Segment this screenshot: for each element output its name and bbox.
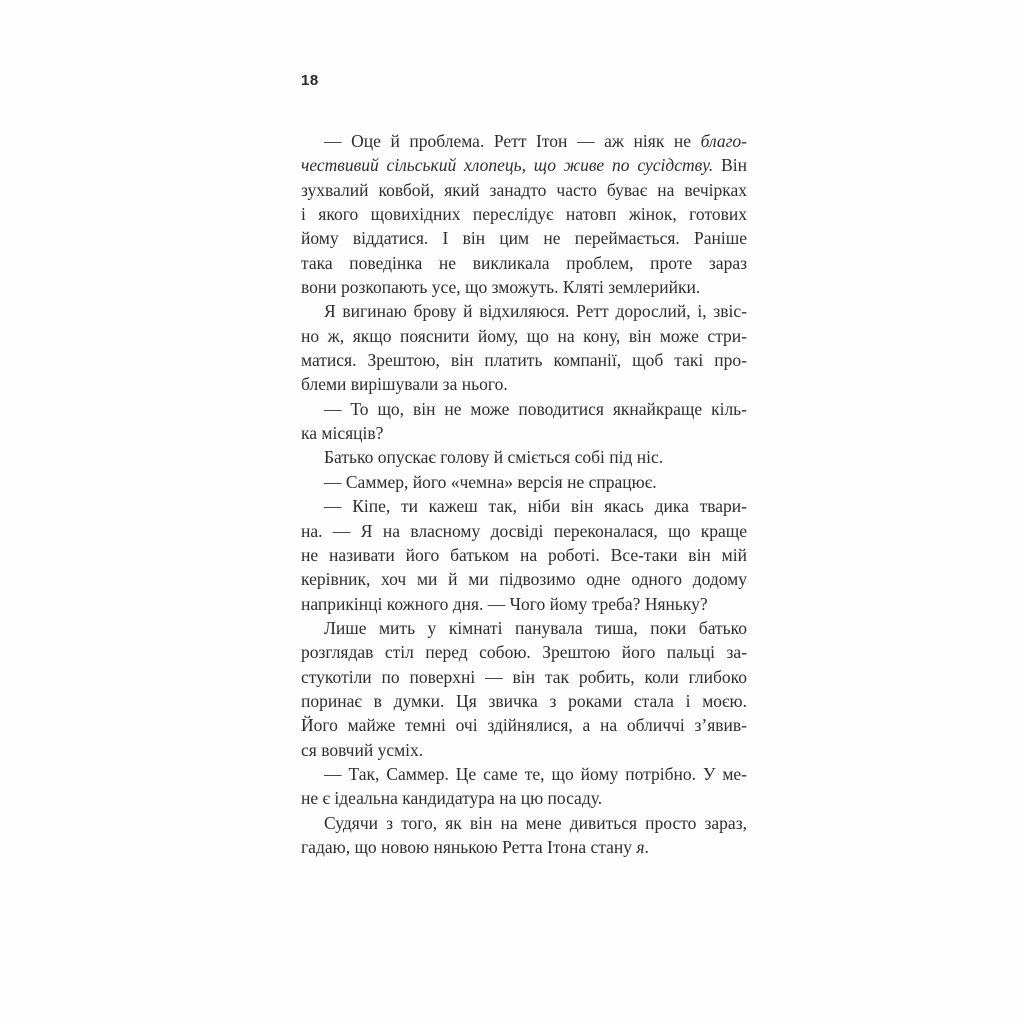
text-line [301,202,747,226]
text-line [301,616,747,640]
text-segment: не називати його батьком на роботі. Все-таки він мій [301,544,747,565]
text-line [301,689,747,713]
paragraph [301,762,747,811]
page-number: 18 [301,72,319,89]
text-segment: ка місяців? [301,423,384,444]
text-segment: наприкінці кожного дня. — Чого йому треба? Няньку? [301,593,708,614]
text-line [301,762,747,786]
text-segment: поринає в думки. Ця звичка з роками стала і моєю. [301,690,747,711]
text-line [301,835,747,859]
text-line [301,445,747,469]
text-segment: така поведінка не викликала проблем, проте зараз [301,252,747,273]
text-segment: ся вовчий усміх. [301,739,424,760]
text-line [301,665,747,689]
text-segment: йому віддатися. І він цим не переймається. Раніше [301,228,747,249]
text-line [301,519,747,543]
italic-text-segment: я [636,836,645,857]
text-segment: Він [713,155,747,176]
text-segment: но ж, якщо пояснити йому, що на кону, він може стри- [301,325,747,346]
text-line [301,713,747,737]
text-segment: Судячи з того, як він на мене дивиться просто зараз, [324,812,747,833]
text-segment: — То що, він не може поводитися якнайкраще кіль- [324,398,747,419]
text-line [301,372,747,396]
text-segment: стукотіли по поверхні — він так робить, коли глибоко [301,666,747,687]
text-line [301,129,747,153]
text-segment: . [644,836,649,857]
paragraph [301,129,747,299]
italic-text-segment: чествивий сільський хлопець, що живе по сусідству. [301,155,714,176]
text-segment: Я вигинаю брову й відхиляюся. Ретт дорослий, і, звіс- [324,301,747,322]
text-segment: розглядав стіл перед собою. Зрештою його пальці за- [301,642,747,663]
text-segment: — Саммер, його «чемна» версія не спрацює. [324,471,657,492]
text-line [301,299,747,323]
text-line [301,421,747,445]
paragraph [301,299,747,396]
text-segment: не є ідеальна кандидатура на цю посаду. [301,788,603,809]
text-segment: гадаю, що новою нянькою Ретта Ітона стану [301,836,637,857]
text-segment: — Оце й проблема. Ретт Ітон — аж ніяк не [324,131,701,151]
text-line [301,811,747,835]
text-line [301,494,747,518]
text-segment: — Кіпе, ти кажеш так, ніби він якась дика твари- [324,496,747,517]
text-segment: — Так, Саммер. Це саме те, що йому потрібно. У ме- [324,763,747,784]
text-line [301,226,747,250]
text-line [301,543,747,567]
italic-text-segment: благо- [700,131,747,151]
text-line [301,397,747,421]
text-segment: Його майже темні очі здійнялися, а на обличчі з’явив- [301,715,747,736]
text-segment: матися. Зрештою, він платить компанії, щоб такі про- [301,350,747,371]
paragraph [301,397,747,446]
text-line [301,324,747,348]
text-line [301,348,747,372]
text-segment: Батько опускає голову й сміється собі під ніс. [324,447,664,468]
text-line [301,251,747,275]
text-line [301,470,747,494]
paragraph [301,470,747,494]
text-segment: на. — Я на власному досвіді переконалася, що краще [301,520,747,541]
text-line [301,153,747,177]
text-segment: і якого щовихідних переслідує натовп жінок, готових [301,204,747,225]
text-line [301,567,747,591]
text-line [301,275,747,299]
text-block [301,129,747,859]
paragraph [301,494,747,616]
text-line [301,738,747,762]
text-segment: вони розкопають усе, що зможуть. Кляті землерийки. [301,277,701,298]
text-line [301,592,747,616]
paragraph [301,811,747,860]
text-segment: керівник, хоч ми й ми підвозимо одне одного додому [301,569,747,590]
text-line [301,640,747,664]
paragraph [301,616,747,762]
text-line [301,786,747,810]
text-segment: Лише мить у кімнаті панувала тиша, поки батько [324,617,747,638]
text-segment: зухвалий ковбой, який занадто часто буває на вечірках [301,179,747,200]
paragraph [301,445,747,469]
text-line [301,178,747,202]
text-segment: блеми вирішували за нього. [301,374,508,395]
